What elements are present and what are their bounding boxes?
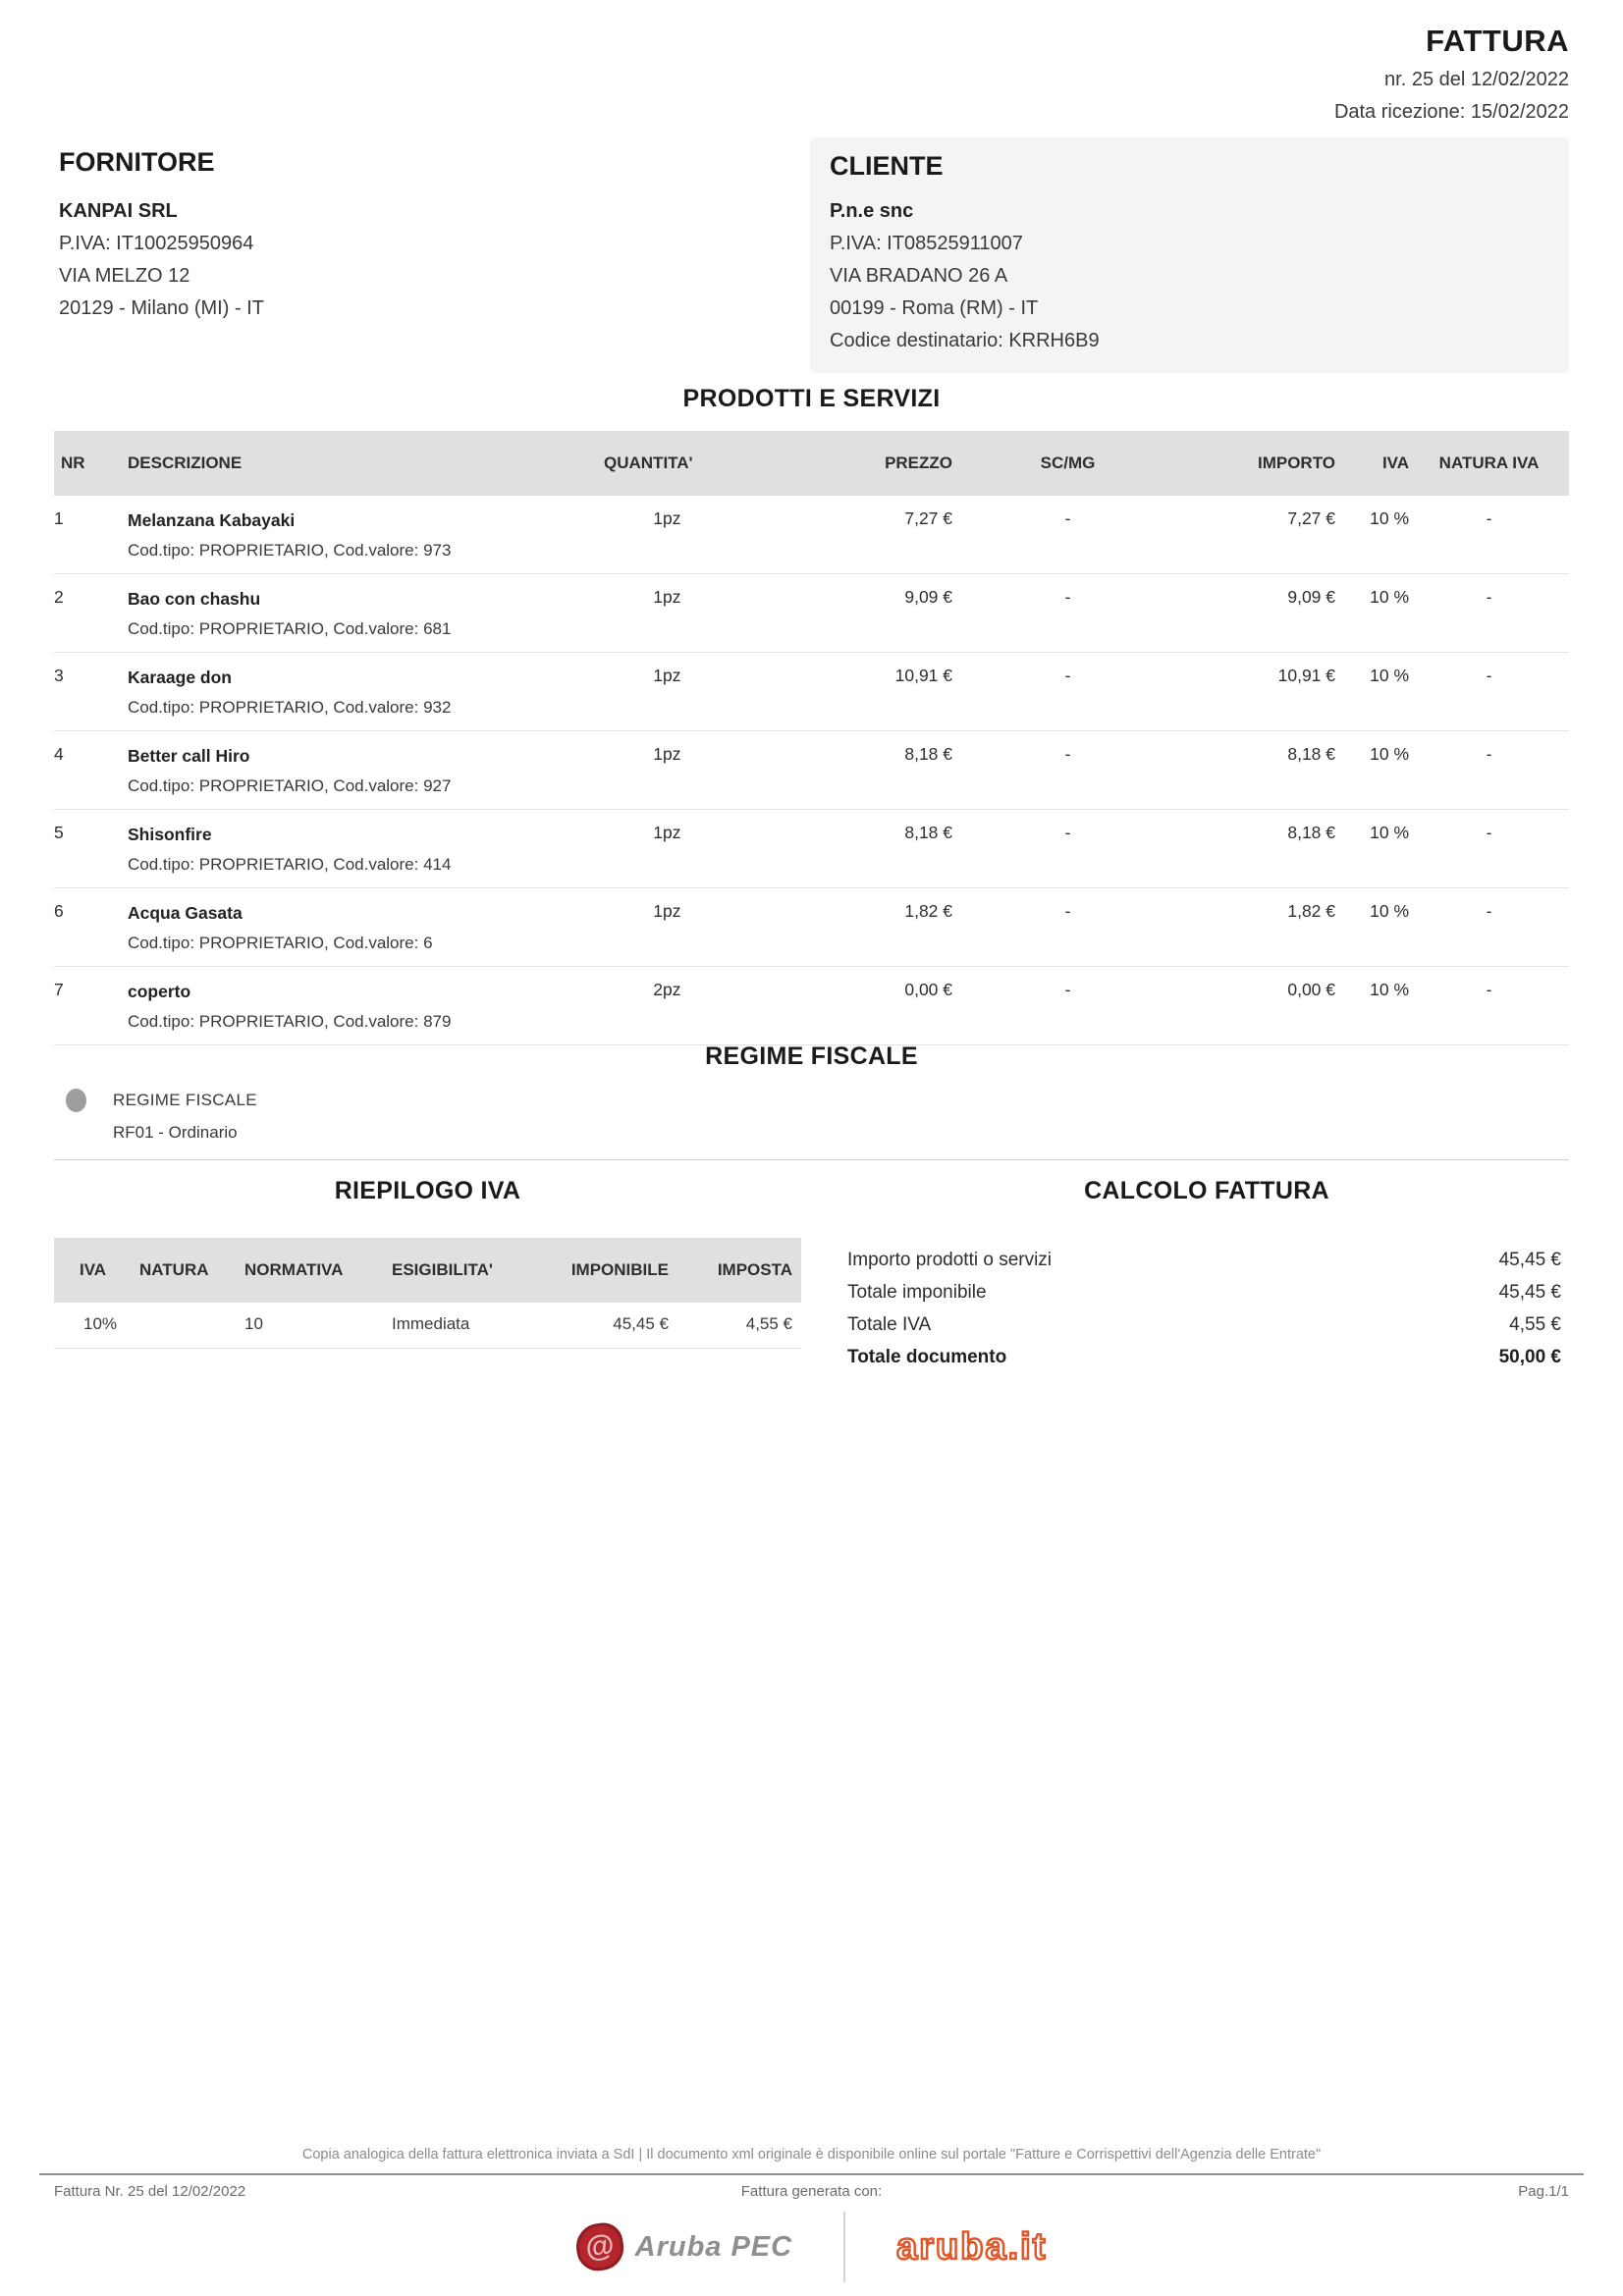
item-price: 9,09 € xyxy=(756,574,952,653)
table-row xyxy=(54,496,1569,574)
item-qty: 1 xyxy=(604,731,663,810)
item-vat: 10 % xyxy=(1335,653,1409,731)
item-nr: 7 xyxy=(54,967,128,1045)
section-divider xyxy=(54,1159,1569,1160)
page-title: FATTURA xyxy=(1426,24,1569,58)
item-nr: 6 xyxy=(54,888,128,967)
item-nr: 2 xyxy=(54,574,128,653)
totals-label: Totale IVA xyxy=(847,1314,932,1335)
customer-recipient-code: Codice destinatario: KRRH6B9 xyxy=(830,330,1100,351)
totals-row-grand-total xyxy=(844,1341,1569,1373)
item-qty: 1 xyxy=(604,496,663,574)
totals-row xyxy=(844,1308,1569,1341)
aruba-it-logo: aruba.it xyxy=(896,2225,1048,2268)
totals-value: 45,45 € xyxy=(1498,1282,1561,1303)
item-name: Better call Hiro xyxy=(128,746,250,766)
totals-label: Totale documento xyxy=(847,1347,1007,1367)
bullet-circle-icon xyxy=(66,1089,86,1112)
supplier-name: KANPAI SRL xyxy=(59,200,178,222)
vat-natura xyxy=(139,1303,244,1349)
vat-summary-title: RIEPILOGO IVA xyxy=(334,1177,521,1204)
item-nr: 5 xyxy=(54,810,128,888)
item-nr: 3 xyxy=(54,653,128,731)
col-imponibile: IMPONIBILE xyxy=(537,1238,677,1303)
table-row xyxy=(54,967,1569,1045)
item-description xyxy=(128,967,604,1045)
totals-value: 50,00 € xyxy=(1498,1347,1561,1367)
item-amount: 9,09 € xyxy=(1183,574,1335,653)
vat-summary-row xyxy=(54,1303,801,1349)
item-natura: - xyxy=(1409,810,1569,888)
col-natura-iva: NATURA IVA xyxy=(1409,431,1569,496)
customer-heading: CLIENTE xyxy=(830,151,944,181)
reception-date-line: Data ricezione: 15/02/2022 xyxy=(1333,101,1569,123)
invoice-totals-block xyxy=(844,1177,1569,1373)
item-unit: pz xyxy=(663,574,756,653)
item-qty: 2 xyxy=(604,967,663,1045)
item-scmg: - xyxy=(952,653,1183,731)
customer-name: P.n.e snc xyxy=(830,200,914,222)
aruba-pec-seal-icon: @ xyxy=(573,2220,626,2273)
supplier-vat: P.IVA: IT10025950964 xyxy=(59,233,254,254)
col-importo: IMPORTO xyxy=(1183,431,1335,496)
customer-city: 00199 - Roma (RM) - IT xyxy=(830,297,1039,319)
col-normativa: NORMATIVA xyxy=(244,1238,392,1303)
item-description xyxy=(128,731,604,810)
supplier-address: VIA MELZO 12 xyxy=(59,265,190,287)
item-price: 8,18 € xyxy=(756,810,952,888)
page-footer xyxy=(39,2146,1584,2282)
logo-divider xyxy=(843,2212,845,2282)
item-natura: - xyxy=(1409,574,1569,653)
item-name: Bao con chashu xyxy=(128,589,261,609)
item-description xyxy=(128,810,604,888)
col-quantita: QUANTITA' xyxy=(604,431,756,496)
item-description xyxy=(128,653,604,731)
totals-label: Totale imponibile xyxy=(847,1282,987,1303)
customer-block xyxy=(810,137,1569,373)
regime-row xyxy=(54,1089,1569,1112)
item-natura: - xyxy=(1409,496,1569,574)
col-imposta: IMPOSTA xyxy=(677,1238,801,1303)
item-price: 0,00 € xyxy=(756,967,952,1045)
item-name: Shisonfire xyxy=(128,825,212,844)
supplier-heading: FORNITORE xyxy=(59,147,215,177)
legal-notice: Copia analogica della fattura elettronica inviata a SdI | Il documento xml originale è disponibile online sul portale "Fatture e Corrispettivi dell'Agenzia delle Entrate" xyxy=(301,2147,1322,2163)
item-natura: - xyxy=(1409,653,1569,731)
item-description xyxy=(128,888,604,967)
vat-summary-table xyxy=(54,1238,801,1349)
supplier-block xyxy=(54,137,810,373)
item-amount: 8,18 € xyxy=(1183,731,1335,810)
item-name: coperto xyxy=(128,982,191,1001)
products-section xyxy=(54,385,1569,1045)
products-table xyxy=(54,431,1569,1045)
item-code: Cod.tipo: PROPRIETARIO, Cod.valore: 6 xyxy=(128,934,433,952)
regime-label: REGIME FISCALE xyxy=(113,1091,257,1109)
totals-title: CALCOLO FATTURA xyxy=(1084,1177,1329,1204)
footer-divider xyxy=(39,2173,1584,2175)
vat-summary-block xyxy=(54,1177,801,1373)
item-unit: pz xyxy=(663,888,756,967)
item-natura: - xyxy=(1409,967,1569,1045)
item-unit: pz xyxy=(663,810,756,888)
footer-invoice-ref: Fattura Nr. 25 del 12/02/2022 xyxy=(54,2183,246,2200)
totals-label: Importo prodotti o servizi xyxy=(847,1250,1053,1270)
aruba-pec-logo: Aruba PEC xyxy=(634,2230,793,2263)
item-price: 7,27 € xyxy=(756,496,952,574)
item-description xyxy=(128,496,604,574)
item-amount: 10,91 € xyxy=(1183,653,1335,731)
item-qty: 1 xyxy=(604,653,663,731)
item-code: Cod.tipo: PROPRIETARIO, Cod.valore: 414 xyxy=(128,855,452,874)
col-prezzo: PREZZO xyxy=(756,431,952,496)
col-iva: IVA xyxy=(54,1238,139,1303)
item-qty: 1 xyxy=(604,888,663,967)
item-natura: - xyxy=(1409,888,1569,967)
vat-normativa: 10 xyxy=(244,1303,392,1349)
item-unit: pz xyxy=(663,967,756,1045)
totals-value: 45,45 € xyxy=(1498,1250,1561,1270)
summary-section xyxy=(54,1177,1569,1373)
item-scmg: - xyxy=(952,888,1183,967)
item-vat: 10 % xyxy=(1335,574,1409,653)
footer-generated-with: Fattura generata con: xyxy=(740,2183,883,2200)
table-row xyxy=(54,810,1569,888)
col-nr: NR xyxy=(54,431,128,496)
item-unit: pz xyxy=(663,653,756,731)
vat-imposta: 4,55 € xyxy=(677,1303,801,1349)
col-scmg: SC/MG xyxy=(952,431,1183,496)
item-amount: 7,27 € xyxy=(1183,496,1335,574)
item-qty: 1 xyxy=(604,810,663,888)
item-scmg: - xyxy=(952,967,1183,1045)
products-title: PRODOTTI E SERVIZI xyxy=(682,385,941,412)
item-code: Cod.tipo: PROPRIETARIO, Cod.valore: 932 xyxy=(128,698,452,717)
vat-imponibile: 45,45 € xyxy=(537,1303,677,1349)
item-price: 1,82 € xyxy=(756,888,952,967)
item-code: Cod.tipo: PROPRIETARIO, Cod.valore: 973 xyxy=(128,541,452,560)
item-name: Melanzana Kabayaki xyxy=(128,510,296,530)
item-price: 10,91 € xyxy=(756,653,952,731)
col-iva: IVA xyxy=(1335,431,1409,496)
regime-title: REGIME FISCALE xyxy=(705,1042,918,1070)
item-code: Cod.tipo: PROPRIETARIO, Cod.valore: 879 xyxy=(128,1012,452,1031)
item-scmg: - xyxy=(952,810,1183,888)
item-scmg: - xyxy=(952,496,1183,574)
item-name: Acqua Gasata xyxy=(128,903,243,923)
col-natura: NATURA xyxy=(139,1238,244,1303)
item-vat: 10 % xyxy=(1335,731,1409,810)
item-vat: 10 % xyxy=(1335,967,1409,1045)
invoice-number-line: nr. 25 del 12/02/2022 xyxy=(1384,69,1569,90)
item-vat: 10 % xyxy=(1335,810,1409,888)
item-name: Karaage don xyxy=(128,667,232,687)
vat-esigibilita: Immediata xyxy=(392,1303,537,1349)
regime-value: RF01 - Ordinario xyxy=(113,1123,238,1142)
col-descrizione: DESCRIZIONE xyxy=(128,431,604,496)
table-row xyxy=(54,574,1569,653)
totals-row xyxy=(844,1244,1569,1276)
item-amount: 8,18 € xyxy=(1183,810,1335,888)
table-row xyxy=(54,731,1569,810)
footer-logos xyxy=(39,2212,1584,2282)
item-amount: 0,00 € xyxy=(1183,967,1335,1045)
item-price: 8,18 € xyxy=(756,731,952,810)
table-row xyxy=(54,653,1569,731)
item-qty: 1 xyxy=(604,574,663,653)
item-amount: 1,82 € xyxy=(1183,888,1335,967)
item-nr: 4 xyxy=(54,731,128,810)
item-vat: 10 % xyxy=(1335,496,1409,574)
parties-section xyxy=(54,137,1569,373)
supplier-city: 20129 - Milano (MI) - IT xyxy=(59,297,264,319)
table-row xyxy=(54,888,1569,967)
item-code: Cod.tipo: PROPRIETARIO, Cod.valore: 681 xyxy=(128,619,452,638)
regime-fiscale-section xyxy=(54,1042,1569,1160)
item-unit: pz xyxy=(663,731,756,810)
page-number: Pag.1/1 xyxy=(1518,2183,1569,2200)
item-nr: 1 xyxy=(54,496,128,574)
vat-header-row xyxy=(54,1238,801,1303)
item-scmg: - xyxy=(952,731,1183,810)
totals-value: 4,55 € xyxy=(1509,1314,1561,1335)
item-unit: pz xyxy=(663,496,756,574)
item-code: Cod.tipo: PROPRIETARIO, Cod.valore: 927 xyxy=(128,776,452,795)
products-header-row xyxy=(54,431,1569,496)
col-esigibilita: ESIGIBILITA' xyxy=(392,1238,537,1303)
customer-vat: P.IVA: IT08525911007 xyxy=(830,233,1023,254)
item-scmg: - xyxy=(952,574,1183,653)
item-description xyxy=(128,574,604,653)
document-header xyxy=(1334,24,1569,124)
customer-address: VIA BRADANO 26 A xyxy=(830,265,1008,287)
item-vat: 10 % xyxy=(1335,888,1409,967)
item-natura: - xyxy=(1409,731,1569,810)
totals-row xyxy=(844,1276,1569,1308)
footer-info-row xyxy=(39,2183,1584,2200)
vat-rate: 10% xyxy=(54,1303,139,1349)
